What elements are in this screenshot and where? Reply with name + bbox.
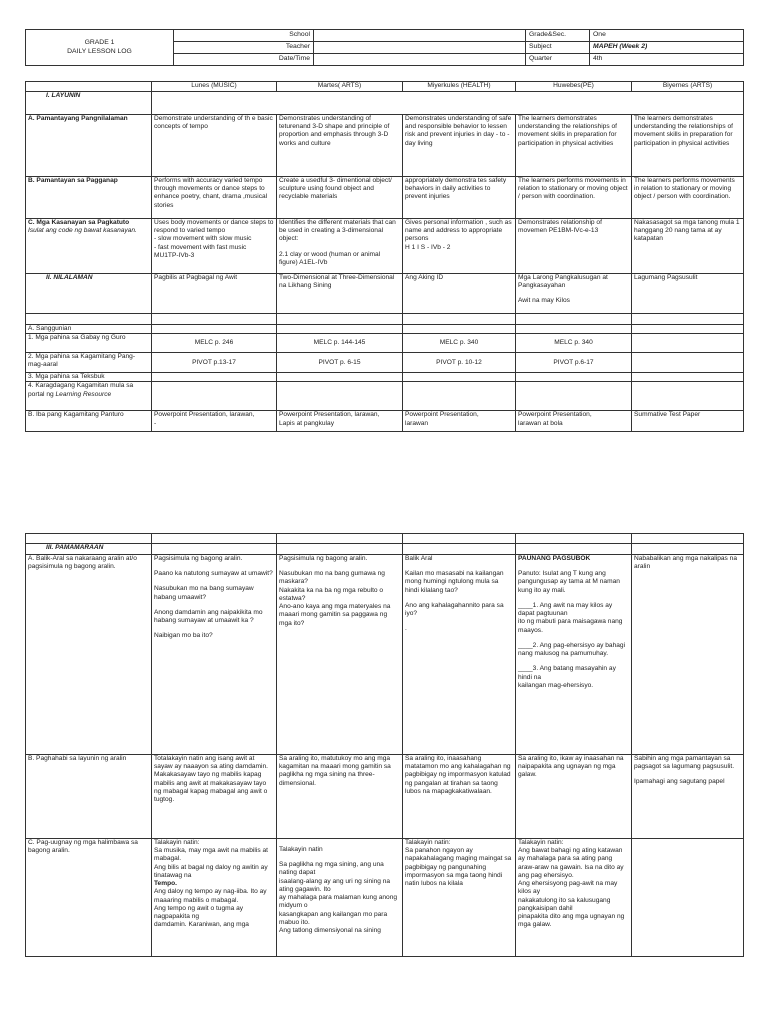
blank-cell [277, 544, 403, 555]
cell-line: Summative Test Paper [634, 411, 701, 419]
cell-line: Nakakita ka na ba ng mga rebulto o estatwa? [279, 586, 384, 602]
cell: Performs with accuracy varied tempo through movements or dance steps to enhance poetry, chant, drama ,musical stories [152, 177, 277, 219]
cell [516, 219, 632, 274]
cell: MELC p. 246 [152, 334, 277, 353]
cell-gap [405, 563, 513, 570]
cell-line: ____3. Ang batang masayahin ay hindi na [518, 665, 616, 681]
cell-line: Ipamahagi ang sagutang papel [634, 778, 725, 786]
cell-line: Ang bilis at bagal ng daloy ng awitin ay tinatawag na [154, 863, 268, 879]
cell: Create a usedful 3- dimentional object/ sculpture using found object and recyclable materials [277, 177, 403, 219]
cell-line: larawan [405, 419, 429, 427]
cell-line: kasangkapan ang kailangan mo para mabuo ito. [279, 910, 388, 926]
cell-gap [154, 602, 274, 609]
gradesec-value[interactable]: One [590, 30, 744, 42]
cell: PIVOT p.13-17 [152, 353, 277, 373]
blank-cell [403, 373, 516, 382]
cell-line: Ang tempo ng awit o tugma ay nagpapakita ng [154, 904, 244, 921]
cell-line: PAUNANG PAGSUBOK [518, 555, 591, 562]
cell-line: Sa araling ito, inaasahang matatamon mo ang kahalagahan ng pagbibigay ng impormasyon katulad ng pangalan at tirahan sa taong lubos na mapagkakatiwalaan. [405, 755, 511, 795]
cell-line: Ano-ano kaya ang mga materyales na maaari mong gamitin sa paggawa ng mga ito? [279, 603, 391, 627]
cell: MELC p. 340 [403, 334, 516, 353]
header-table [25, 29, 744, 66]
cell-line: pinapakita dito ang mga ugnayan ng mga galaw. [518, 913, 625, 929]
blank-cell [403, 544, 516, 555]
cell-line: Panuto: Isulat ang T kung ang pangungusap ay tama at M naman kung ito ay mali. [518, 570, 620, 594]
cell-line: Talakayin natin [279, 846, 323, 853]
cell: The learners demonstrates understanding the relationships of movement skills in preparation for participation in physical activities [516, 115, 632, 177]
paghahabi-label: B. Paghahabi sa layunin ng aralin [26, 755, 152, 839]
cell-line: Sa musika, may mga awit na mabilis at mabagal. [154, 847, 268, 863]
cell [277, 555, 403, 755]
cell: Demonstrates understanding of teturenand 3-D shape and principle of proportion and emphasis through 3-D works and culture [277, 115, 403, 177]
cell-line: Ang bawat bahagi ng ating katawan ay mahalaga para sa ating pang araw-araw na gawain. Isa na dito ay ang pag ehersisyo. [518, 847, 624, 879]
cell-line: Ang tatlong dimensiyonal na sining [279, 927, 381, 935]
grade-label: GRADE 1 [84, 39, 115, 47]
cell-line: respond to varied tempo [154, 227, 226, 235]
cell: The learners performs movements in relation to stationary or moving object / person with coordination. [516, 177, 632, 219]
cell [277, 839, 403, 957]
blank-cell [152, 373, 277, 382]
gabay-label: 1. Mga pahina sa Gabay ng Guro [26, 334, 152, 353]
cell-line: Nasubukan mo na bang sumayaw habang umaawit? [154, 585, 254, 601]
cell-gap [154, 563, 274, 570]
blank-cell [516, 534, 632, 544]
cell [152, 839, 277, 957]
cell-line: maayos. [518, 626, 543, 634]
cell [277, 274, 403, 314]
cell [403, 555, 516, 755]
cell-gap [518, 595, 629, 602]
cell-line: Ang Aking ID [405, 274, 444, 281]
cell [516, 755, 632, 839]
cell-line: Gives personal information , such as name and address to appropriate persons [405, 219, 512, 243]
blank-cell [152, 382, 277, 411]
portal-label-text: 4. Karagdagang Kagamitan mula sa portal ng [28, 382, 134, 398]
cell-gap [279, 244, 400, 251]
cell [403, 219, 516, 274]
blank-cell [277, 325, 403, 334]
blank-cell [632, 382, 744, 411]
cell [516, 839, 632, 957]
cell-line: Balik Aral [405, 555, 433, 562]
layunin-heading: I. LAYUNIN [26, 92, 152, 115]
day-header: Biyernes (ARTS) [632, 82, 744, 92]
cell-line: Nasubukan mo na bang gumawa ng maskara? [279, 570, 385, 586]
blank-cell [26, 314, 152, 325]
blank-cell [516, 544, 632, 555]
cell: Demonstrate understanding of th e basic concepts of tempo [152, 115, 277, 177]
cell [277, 219, 403, 274]
cell-line: Sa araling ito, ikaw ay inaasahan na naipapakita ang ugnayan ng mga galaw. [518, 755, 624, 779]
cell [632, 755, 744, 839]
cell-line: Talakayin natin: [518, 839, 564, 846]
cell [632, 334, 744, 353]
blank-cell [152, 314, 277, 325]
cell: PIVOT p.6-17 [516, 353, 632, 373]
blank-cell [516, 373, 632, 382]
cell-gap [518, 563, 629, 570]
cell-gap [154, 578, 274, 585]
blank-cell [632, 314, 744, 325]
cell-line: Mga Larong Pangkalusugan at Pangkasayahan [518, 274, 608, 290]
blank-cell [403, 534, 516, 544]
blank-cell [152, 325, 277, 334]
log-title: DAILY LESSON LOG [67, 47, 132, 55]
lesson-table-objectives [25, 81, 744, 432]
cell-line: Ang ehersisyong pag-awit na may kilos ay [518, 880, 618, 896]
cell-line: Lagumang Pagsusulit [634, 274, 698, 281]
cell-line: Identifies the different materials that can be used in creating a 3-dimensional object: [279, 219, 396, 243]
teacher-field[interactable] [314, 42, 526, 54]
cell-gap [405, 618, 513, 625]
cell-line: ito ng mabuti para maisagawa nang [518, 618, 623, 626]
cell [277, 411, 403, 432]
cell [403, 411, 516, 432]
blank-cell [26, 534, 152, 544]
cell-line: ____1. Ang awit na may kilos ay dapat pagtuunan [518, 601, 613, 618]
blank-cell [516, 314, 632, 325]
cell-line: Powerpoint Presentation, [518, 411, 592, 419]
cell [277, 755, 403, 839]
cell-line: Totalakayin natin ang isang awit at sayaw ay naaayon sa ating damdamin. Makakasayaw tayo ng mabilis kapag mabilis ang awit at makakasayaw tayo ng mabagal kapag mabagal ang awit o tugtog. [154, 755, 268, 804]
cell [632, 555, 744, 755]
row-label-pagganap: B. Pamantayan sa Pagganap [26, 177, 152, 219]
blank-cell [516, 325, 632, 334]
cell-line: maaaring mabilis o mabagal. [154, 896, 239, 904]
cell-gap [279, 854, 400, 861]
cell-gap [279, 839, 400, 846]
cell-line: Nakasasagot sa mga tanong mula 1 hanggang 20 nang tama at ay katapatan [634, 219, 740, 243]
portal-label [26, 382, 152, 411]
cell-gap [634, 839, 741, 846]
cell-line: . [405, 625, 407, 633]
cell-line: Talakayin natin: [154, 839, 200, 846]
blank-cell [277, 373, 403, 382]
row-label-kasanayan [26, 219, 152, 274]
cell-line: Sa araling ito, matutukoy mo ang mga kagamitan na maaari mong gamitin sa paglikha ng mga sining na three-dimensional. [279, 755, 391, 787]
cell-gap [154, 625, 274, 632]
teacher-label: Teacher [174, 42, 314, 54]
datetime-label: Date/Time [174, 54, 314, 66]
cell-line: Lapis at pangkulay [279, 419, 334, 427]
cell-line: Ang daloy ng tempo ay nag-iiba. Ito ay [154, 888, 267, 896]
cell [632, 219, 744, 274]
cell-line: nakakatulong ito sa kalusugang pangkaisipan dahil [518, 896, 611, 912]
cell-line: Pagsisimula ng bagong aralin. [154, 555, 243, 562]
panturo-label: B. Iba pang Kagamitang Panturo [26, 411, 152, 432]
blank-cell [403, 382, 516, 411]
quarter-value[interactable]: 4th [590, 54, 744, 66]
school-label: School [174, 30, 314, 42]
pamamaraan-heading: III. PAMAMARAAN [26, 544, 152, 555]
cell-line: ____2. Ang pag-ehersisyo ay bahagi nang malusog na pamumuhay. [518, 641, 626, 658]
cell-line: MU1TP-IVb-3 [154, 251, 195, 259]
cell-gap [518, 290, 629, 297]
blank-cell [277, 534, 403, 544]
cell-gap [279, 563, 400, 570]
corner-cell [26, 82, 152, 92]
school-field[interactable] [314, 30, 526, 42]
cell [403, 839, 516, 957]
blank-cell [403, 314, 516, 325]
cell [152, 555, 277, 755]
cell-line: isaalang-alang ay ang uri ng sining na ating gagawin. Ito [279, 877, 391, 893]
blank-cell [277, 382, 403, 411]
cell-line: Powerpoint Presentation, [405, 411, 479, 419]
blank-cell [632, 325, 744, 334]
header-title-cell [26, 30, 174, 66]
nilalaman-heading: II. NILALAMAN [26, 274, 152, 314]
cell-line: damdamin. Karaniwan, ang mga [154, 921, 249, 929]
cell: PIVOT p. 10-12 [403, 353, 516, 373]
datetime-field[interactable] [314, 54, 526, 66]
blank-cell [632, 534, 744, 544]
cell-line: - [154, 419, 157, 427]
cell-line: Powerpoint Presentation, larawan, [279, 411, 380, 419]
cell-gap [518, 635, 629, 642]
cell [152, 219, 277, 274]
row-label-pangnilalaman: A. Pamantayang Pangnilalaman [26, 115, 152, 177]
cell: MELC p. 144-145 [277, 334, 403, 353]
blank-cell [632, 373, 744, 382]
cell-line: - fast movement with fast music [154, 243, 247, 251]
teksbuk-label: 3. Mga pahina sa Teksbuk [26, 373, 152, 382]
cell-line: Paano ka natutong sumayaw at umawit? [154, 570, 273, 578]
cell-line: Sa paglikha ng mga sining, ang una nating dapat [279, 861, 384, 877]
cell-line: Ano ang kahalagahannito para sa iyo? [405, 601, 504, 618]
lesson-table-procedures [25, 533, 744, 957]
day-header: Huwebes(PE) [516, 82, 632, 92]
cell-line: Anong damdamin ang naipakikita mo habang sumayaw at umaawit ka ? [154, 608, 263, 625]
blank-cell [632, 544, 744, 555]
cell [403, 274, 516, 314]
cell [516, 555, 632, 755]
cell-line: Nababalikan ang mga nakalipas na aralin [634, 555, 738, 571]
cell-line: kailangan mag-ehersisyo. [518, 681, 594, 689]
day-header: Lunes (MUSIC) [152, 82, 277, 92]
cell-line: Pagsisimula ng bagong aralin. [279, 555, 368, 562]
cell: MELC p. 340 [516, 334, 632, 353]
cell-line: Demonstrates relationship of movemen PE1BM-IVc-e-13 [518, 219, 602, 235]
cell-line: larawan at bola [518, 419, 563, 427]
cell-gap [634, 771, 741, 778]
cell-line: Kailan mo masasabi na kailangan mong humingi ngtulong mula sa hindi kilalang tao? [405, 570, 504, 594]
cell-line: Awit na may Kilos [518, 297, 570, 305]
blank-cell [152, 544, 277, 555]
cell-line: Powerpoint Presentation, larawan, [154, 411, 255, 419]
cell-line: Naibigan mo ba ito? [154, 632, 213, 640]
cell-gap [518, 658, 629, 665]
cell-line: ay mahalaga para malaman kung anong midyum o [279, 894, 398, 910]
kasanayan-label: C. Mga Kasanayan sa Pagkatuto [28, 219, 130, 226]
cell [516, 274, 632, 314]
sanggunian-label: A. Sanggunian [26, 325, 152, 334]
cell-line: - slow movement with slow music [154, 235, 252, 243]
blank-cell [152, 534, 277, 544]
cell-line: Sa panahon ngayon ay napakahalagang maging maingat sa pagbibigay ng pangunahing impormasyon sa mga taong hindi natin lubos na kilala [405, 847, 512, 888]
cell-line: Uses body movements or dance steps to [154, 219, 274, 226]
cell: The learners demonstrates understanding the relationships of movement skills in preparation for participation in physical activities [632, 115, 744, 177]
cell [632, 839, 744, 957]
balik-aral-label: A. Balik-Aral sa nakaraang aralin at/o pagsisimula ng bagong aralin. [26, 555, 152, 755]
pag-uugnay-label: C. Pag-uugnay ng mga halimbawa sa bagong aralin. [26, 839, 152, 957]
subject-label: Subject [526, 42, 590, 54]
cell [516, 411, 632, 432]
subject-value[interactable]: MAPEH (Week 2) [590, 42, 744, 54]
cell [403, 755, 516, 839]
cell [632, 353, 744, 373]
portal-label-italic: Learning Resource [55, 390, 112, 398]
kasanayan-sublabel: Isulat ang code ng bawat kasanayan. [28, 227, 137, 235]
gradesec-label: Grade&Sec. [526, 30, 590, 42]
kagamitang-label: 2. Mga pahina sa Kagamitang Pang-mag-aaral [26, 353, 152, 373]
cell: The learners performs movements in relation to stationary or moving object / person with coordination. [632, 177, 744, 219]
day-header: Miyerkules (HEALTH) [403, 82, 516, 92]
cell [152, 755, 277, 839]
blank-cell [277, 314, 403, 325]
cell: PIVOT p. 6-15 [277, 353, 403, 373]
day-header: Martes( ARTS) [277, 82, 403, 92]
quarter-label: Quarter [526, 54, 590, 66]
cell [152, 274, 277, 314]
cell [152, 411, 277, 432]
blank-cell [516, 382, 632, 411]
cell-line: Talakayin natin: [405, 839, 451, 846]
cell: appropriately demonstra tes safety behaviors in daily activities to prevent injuries [403, 177, 516, 219]
cell [632, 274, 744, 314]
cell-line: Tempo. [154, 880, 177, 888]
cell-line: Sabihin ang mga pamantayan sa pagsagot sa lagumang pagsusulit. [634, 755, 735, 771]
cell-line: Pagbilis at Pagbagal ng Awit [154, 274, 238, 281]
cell-line: H 1 I S - IVb - 2 [405, 243, 451, 251]
cell-line: Two-Dimensional at Three-Dimensional na Likhang Sining [279, 274, 395, 290]
cell-line: 2.1 clay or wood (human or animal figure) A1EL-IVb [279, 250, 381, 266]
cell: Demonstrates understanding of safe and responsible behavior to lessen risk and prevent injuries in day - to - day living [403, 115, 516, 177]
cell-gap [405, 595, 513, 602]
blank-cell [403, 325, 516, 334]
layunin-blank [152, 92, 744, 115]
cell [632, 411, 744, 432]
